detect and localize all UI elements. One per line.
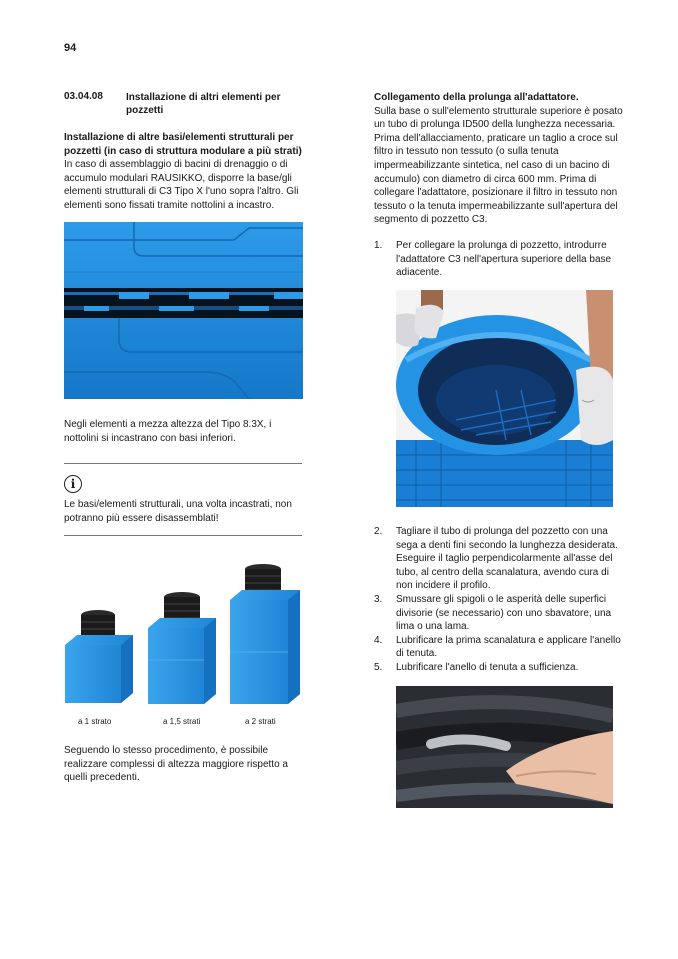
step-list-2: [374, 525, 624, 675]
closing-text: Seguendo lo stesso procedimento, è possibile realizzare complessi di altezza maggiore rispetto a quelli precedenti.: [64, 745, 288, 784]
stack-label-3: a 2 strati: [245, 717, 276, 726]
step-text: Tagliare il tubo di prolunga del pozzetto con una sega a denti fini secondo la lunghezza desiderata. Eseguire il taglio perpendicolarmente all'asse del tubo, al centro della scanalatura, avendo cura di non incidere il profilo.: [396, 526, 618, 592]
section-title: Installazione di altri elementi per pozzetti: [126, 92, 281, 116]
step-text: Per collegare la prolunga di pozzetto, introdurre l'adattatore C3 nell'apertura superiore della base adiacente.: [396, 240, 612, 279]
step-number: 3.: [374, 593, 383, 605]
stack-illustration: [64, 560, 304, 710]
note-bottom-rule: [64, 535, 302, 536]
step-text: Smussare gli spigoli o le asperità delle superfici divisorie (se necessario) con uno sbavatore, una lima o una lama.: [396, 593, 612, 633]
intro-heading: Installazione di altre basi/elementi strutturali per pozzetti (in caso di struttura modulare a più strati): [64, 132, 302, 157]
photo-caption: Negli elementi a mezza altezza del Tipo 8.3X, i nottolini si incastrano con basi inferiori.: [64, 419, 272, 444]
note-text: Le basi/elementi strutturali, una volta incastrati, non potranno più essere disassemblati!: [64, 499, 292, 524]
step-text: Lubrificare l'anello di tenuta a sufficienza.: [396, 661, 579, 673]
page-number: 94: [64, 42, 77, 54]
step-number: 4.: [374, 634, 383, 646]
latch-photo: [64, 222, 303, 399]
list-item: [374, 593, 624, 634]
step-number: 5.: [374, 661, 383, 673]
step-list-1: [374, 239, 624, 280]
list-item: [374, 239, 624, 280]
connection-block: [374, 91, 624, 227]
step-text: Lubrificare la prima scanalatura e applicare l'anello di tenuta.: [396, 634, 621, 660]
list-item: [374, 525, 624, 593]
adapter-photo: [396, 290, 613, 507]
stack-label-2: a 1,5 strati: [163, 717, 201, 726]
list-item: [374, 661, 624, 675]
seal-ring-photo: [396, 686, 613, 808]
info-icon: i: [64, 475, 82, 493]
step-number: 1.: [374, 240, 383, 251]
section-number: 03.04.08: [64, 91, 103, 102]
note-top-rule: [64, 463, 302, 464]
intro-text: In caso di assemblaggio di bacini di drenaggio o di accumulo modulari RAUSIKKO, disporre la base/gli elementi strutturali di C3 Tipo X l'uno sopra l'altro. Gli elementi sono fissati tramite nottolini a incastro.: [64, 159, 299, 211]
intro-block: [64, 131, 304, 213]
list-item: [374, 634, 624, 661]
connection-text: Sulla base o sull'elemento strutturale superiore è posato un tubo di prolunga ID500 della lunghezza necessaria. Prima dell'allacciamento, praticare un taglio a croce sul filtro in tessuto non tessuto (o sulla tenuta impermeabilizzante sintetica, nel caso di un bacino di accumulo) con diametro di circa 600 mm. Prima di collegare l'adattatore, posizionare il filtro in tessuto non tessuto o la tenuta impermeabilizzante sull'apertura del segmento di pozzetto C3.: [374, 105, 623, 226]
step-number: 2.: [374, 526, 383, 537]
stack-label-1: a 1 strato: [78, 717, 112, 726]
connection-heading: Collegamento della prolunga all'adattatore.: [374, 92, 579, 103]
